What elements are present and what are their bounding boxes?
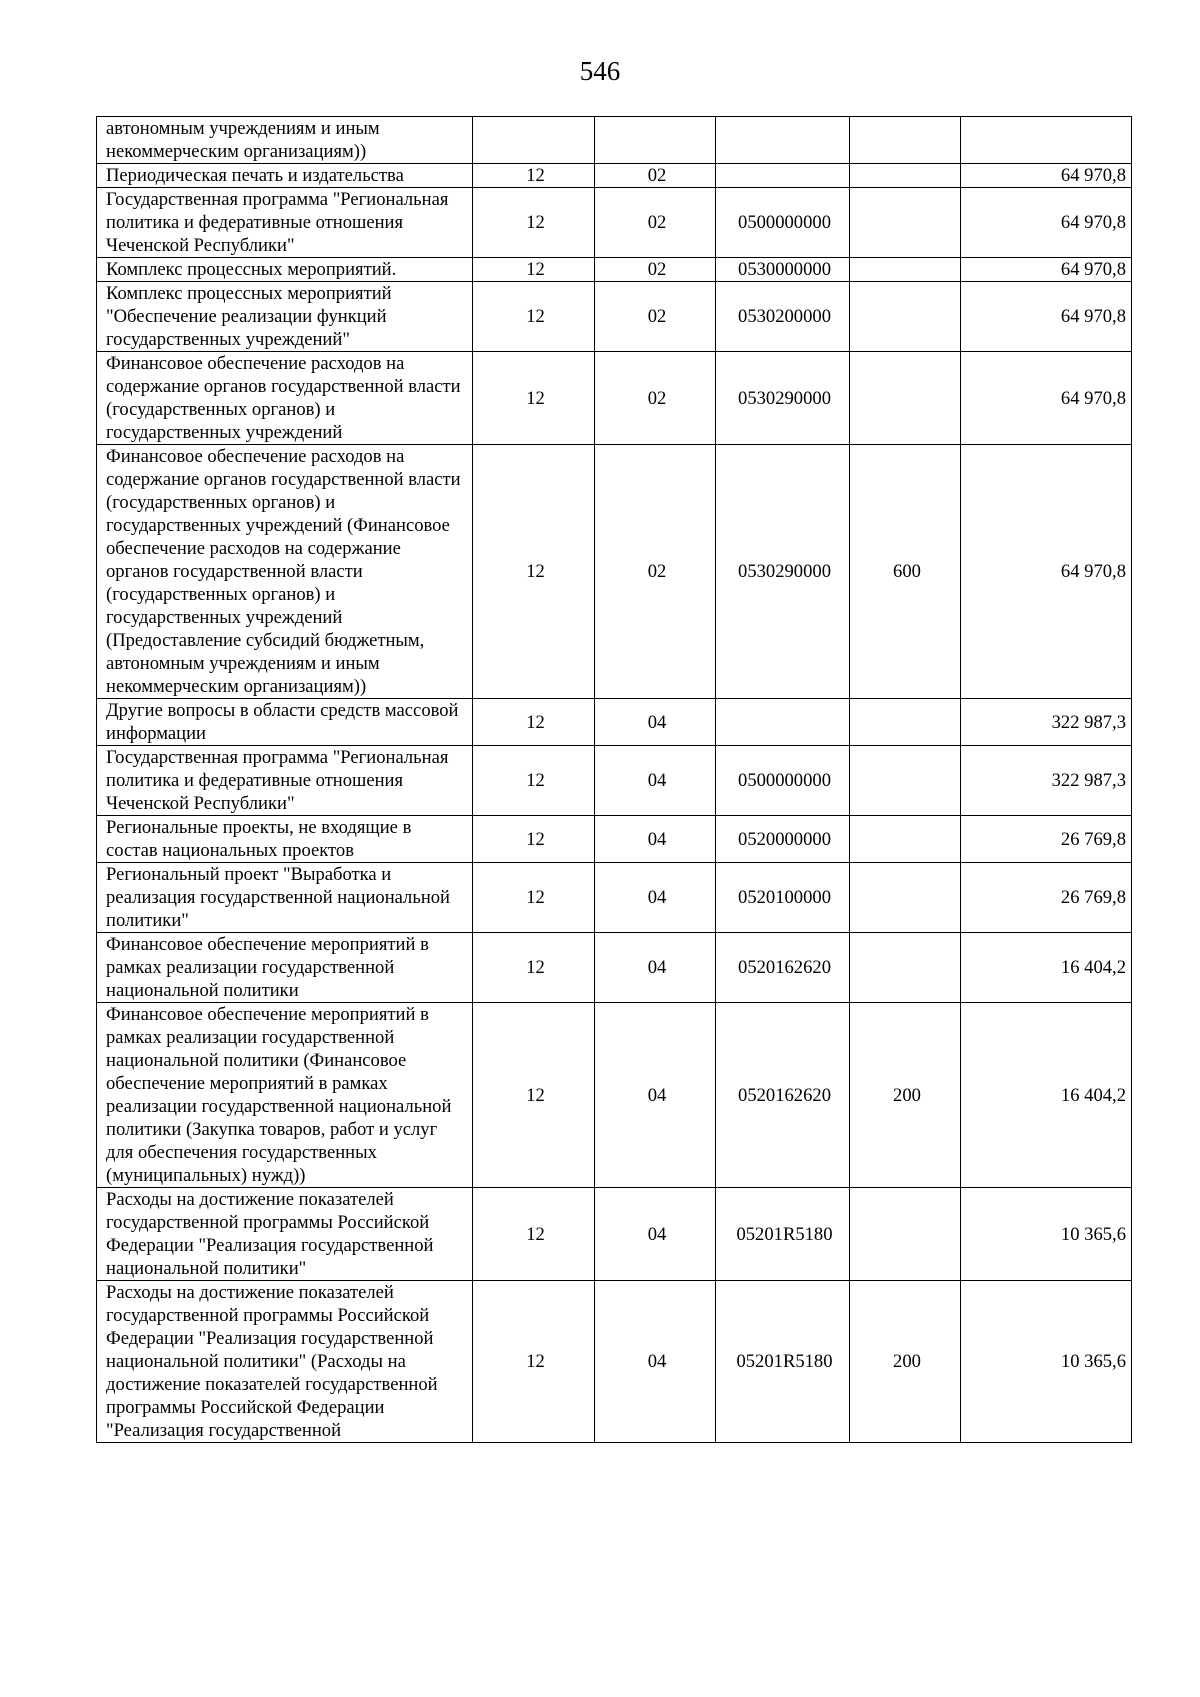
amount-cell: 10 365,6 bbox=[961, 1281, 1132, 1443]
target-article-cell bbox=[716, 164, 850, 188]
expense-type-cell bbox=[850, 282, 961, 352]
target-article-cell: 0530290000 bbox=[716, 445, 850, 699]
expense-type-cell: 600 bbox=[850, 445, 961, 699]
target-article-cell: 0520000000 bbox=[716, 816, 850, 863]
expense-type-cell: 200 bbox=[850, 1003, 961, 1188]
item-name-cell: автономным учреждениям и иным некоммерческим организациям)) bbox=[97, 117, 473, 164]
target-article-cell: 0530290000 bbox=[716, 352, 850, 445]
subsection-code-cell: 04 bbox=[595, 1281, 716, 1443]
table-row bbox=[97, 933, 1132, 1003]
section-code-cell: 12 bbox=[473, 282, 595, 352]
budget-table bbox=[96, 116, 1132, 1443]
expense-type-cell bbox=[850, 933, 961, 1003]
expense-type-cell bbox=[850, 117, 961, 164]
section-code-cell: 12 bbox=[473, 699, 595, 746]
subsection-code-cell: 04 bbox=[595, 863, 716, 933]
target-article-cell: 0520162620 bbox=[716, 1003, 850, 1188]
expense-type-cell bbox=[850, 352, 961, 445]
expense-type-cell bbox=[850, 258, 961, 282]
amount-cell: 10 365,6 bbox=[961, 1188, 1132, 1281]
subsection-code-cell: 04 bbox=[595, 816, 716, 863]
amount-cell: 16 404,2 bbox=[961, 1003, 1132, 1188]
section-code-cell: 12 bbox=[473, 933, 595, 1003]
budget-table-body bbox=[97, 117, 1132, 1443]
amount-cell: 64 970,8 bbox=[961, 352, 1132, 445]
table-row bbox=[97, 445, 1132, 699]
subsection-code-cell: 02 bbox=[595, 258, 716, 282]
expense-type-cell bbox=[850, 746, 961, 816]
table-row bbox=[97, 1281, 1132, 1443]
section-code-cell: 12 bbox=[473, 816, 595, 863]
section-code-cell: 12 bbox=[473, 188, 595, 258]
section-code-cell bbox=[473, 117, 595, 164]
amount-cell: 64 970,8 bbox=[961, 188, 1132, 258]
table-row bbox=[97, 746, 1132, 816]
table-row bbox=[97, 1003, 1132, 1188]
item-name-cell: Финансовое обеспечение расходов на содержание органов государственной власти (государственных органов) и государственных учреждений (Финансовое обеспечение расходов на содержание органов государственной власти (государственных органов) и государственных учреждений (Предоставление субсидий бюджетным, автономным учреждениям и иным некоммерческим организациям)) bbox=[97, 445, 473, 699]
subsection-code-cell: 04 bbox=[595, 1003, 716, 1188]
amount-cell: 322 987,3 bbox=[961, 746, 1132, 816]
section-code-cell: 12 bbox=[473, 445, 595, 699]
expense-type-cell bbox=[850, 699, 961, 746]
amount-cell: 26 769,8 bbox=[961, 816, 1132, 863]
section-code-cell: 12 bbox=[473, 164, 595, 188]
item-name-cell: Другие вопросы в области средств массовой информации bbox=[97, 699, 473, 746]
target-article-cell bbox=[716, 699, 850, 746]
expense-type-cell bbox=[850, 164, 961, 188]
item-name-cell: Расходы на достижение показателей государственной программы Российской Федерации "Реализация государственной национальной политики" bbox=[97, 1188, 473, 1281]
section-code-cell: 12 bbox=[473, 746, 595, 816]
page-number: 546 bbox=[579, 56, 621, 86]
table-row bbox=[97, 164, 1132, 188]
section-code-cell: 12 bbox=[473, 1003, 595, 1188]
table-row bbox=[97, 282, 1132, 352]
target-article-cell: 0500000000 bbox=[716, 746, 850, 816]
section-code-cell: 12 bbox=[473, 258, 595, 282]
expense-type-cell bbox=[850, 816, 961, 863]
table-row bbox=[97, 352, 1132, 445]
expense-type-cell: 200 bbox=[850, 1281, 961, 1443]
expense-type-cell bbox=[850, 1188, 961, 1281]
table-row bbox=[97, 258, 1132, 282]
subsection-code-cell: 02 bbox=[595, 352, 716, 445]
table-row bbox=[97, 117, 1132, 164]
table-row bbox=[97, 1188, 1132, 1281]
amount-cell: 64 970,8 bbox=[961, 445, 1132, 699]
subsection-code-cell: 02 bbox=[595, 282, 716, 352]
item-name-cell: Расходы на достижение показателей государственной программы Российской Федерации "Реализация государственной национальной политики" (Расходы на достижение показателей государственной программы Российской Федерации "Реализация государственной bbox=[97, 1281, 473, 1443]
item-name-cell: Комплекс процессных мероприятий. bbox=[97, 258, 473, 282]
amount-cell: 64 970,8 bbox=[961, 282, 1132, 352]
subsection-code-cell: 04 bbox=[595, 1188, 716, 1281]
target-article-cell: 0530000000 bbox=[716, 258, 850, 282]
section-code-cell: 12 bbox=[473, 1281, 595, 1443]
expense-type-cell bbox=[850, 863, 961, 933]
amount-cell: 26 769,8 bbox=[961, 863, 1132, 933]
item-name-cell: Региональные проекты, не входящие в состав национальных проектов bbox=[97, 816, 473, 863]
section-code-cell: 12 bbox=[473, 352, 595, 445]
target-article-cell: 05201R5180 bbox=[716, 1188, 850, 1281]
section-code-cell: 12 bbox=[473, 863, 595, 933]
amount-cell: 64 970,8 bbox=[961, 164, 1132, 188]
item-name-cell: Финансовое обеспечение мероприятий в рамках реализации государственной национальной политики bbox=[97, 933, 473, 1003]
table-row bbox=[97, 188, 1132, 258]
item-name-cell: Региональный проект "Выработка и реализация государственной национальной политики" bbox=[97, 863, 473, 933]
item-name-cell: Финансовое обеспечение расходов на содержание органов государственной власти (государственных органов) и государственных учреждений bbox=[97, 352, 473, 445]
target-article-cell: 0500000000 bbox=[716, 188, 850, 258]
amount-cell bbox=[961, 117, 1132, 164]
subsection-code-cell: 04 bbox=[595, 746, 716, 816]
subsection-code-cell: 02 bbox=[595, 188, 716, 258]
target-article-cell: 0520100000 bbox=[716, 863, 850, 933]
target-article-cell: 0530200000 bbox=[716, 282, 850, 352]
subsection-code-cell bbox=[595, 117, 716, 164]
expense-type-cell bbox=[850, 188, 961, 258]
amount-cell: 64 970,8 bbox=[961, 258, 1132, 282]
subsection-code-cell: 02 bbox=[595, 445, 716, 699]
item-name-cell: Государственная программа "Региональная политика и федеративные отношения Чеченской Республики" bbox=[97, 746, 473, 816]
amount-cell: 322 987,3 bbox=[961, 699, 1132, 746]
item-name-cell: Государственная программа "Региональная политика и федеративные отношения Чеченской Республики" bbox=[97, 188, 473, 258]
target-article-cell: 05201R5180 bbox=[716, 1281, 850, 1443]
subsection-code-cell: 04 bbox=[595, 699, 716, 746]
amount-cell: 16 404,2 bbox=[961, 933, 1132, 1003]
table-row bbox=[97, 699, 1132, 746]
section-code-cell: 12 bbox=[473, 1188, 595, 1281]
target-article-cell: 0520162620 bbox=[716, 933, 850, 1003]
item-name-cell: Финансовое обеспечение мероприятий в рамках реализации государственной национальной политики (Финансовое обеспечение мероприятий в рамках реализации государственной национальной политики (Закупка товаров, работ и услуг для обеспечения государственных (муниципальных) нужд)) bbox=[97, 1003, 473, 1188]
subsection-code-cell: 04 bbox=[595, 933, 716, 1003]
item-name-cell: Периодическая печать и издательства bbox=[97, 164, 473, 188]
table-row bbox=[97, 816, 1132, 863]
target-article-cell bbox=[716, 117, 850, 164]
item-name-cell: Комплекс процессных мероприятий "Обеспечение реализации функций государственных учреждений" bbox=[97, 282, 473, 352]
subsection-code-cell: 02 bbox=[595, 164, 716, 188]
table-row bbox=[97, 863, 1132, 933]
